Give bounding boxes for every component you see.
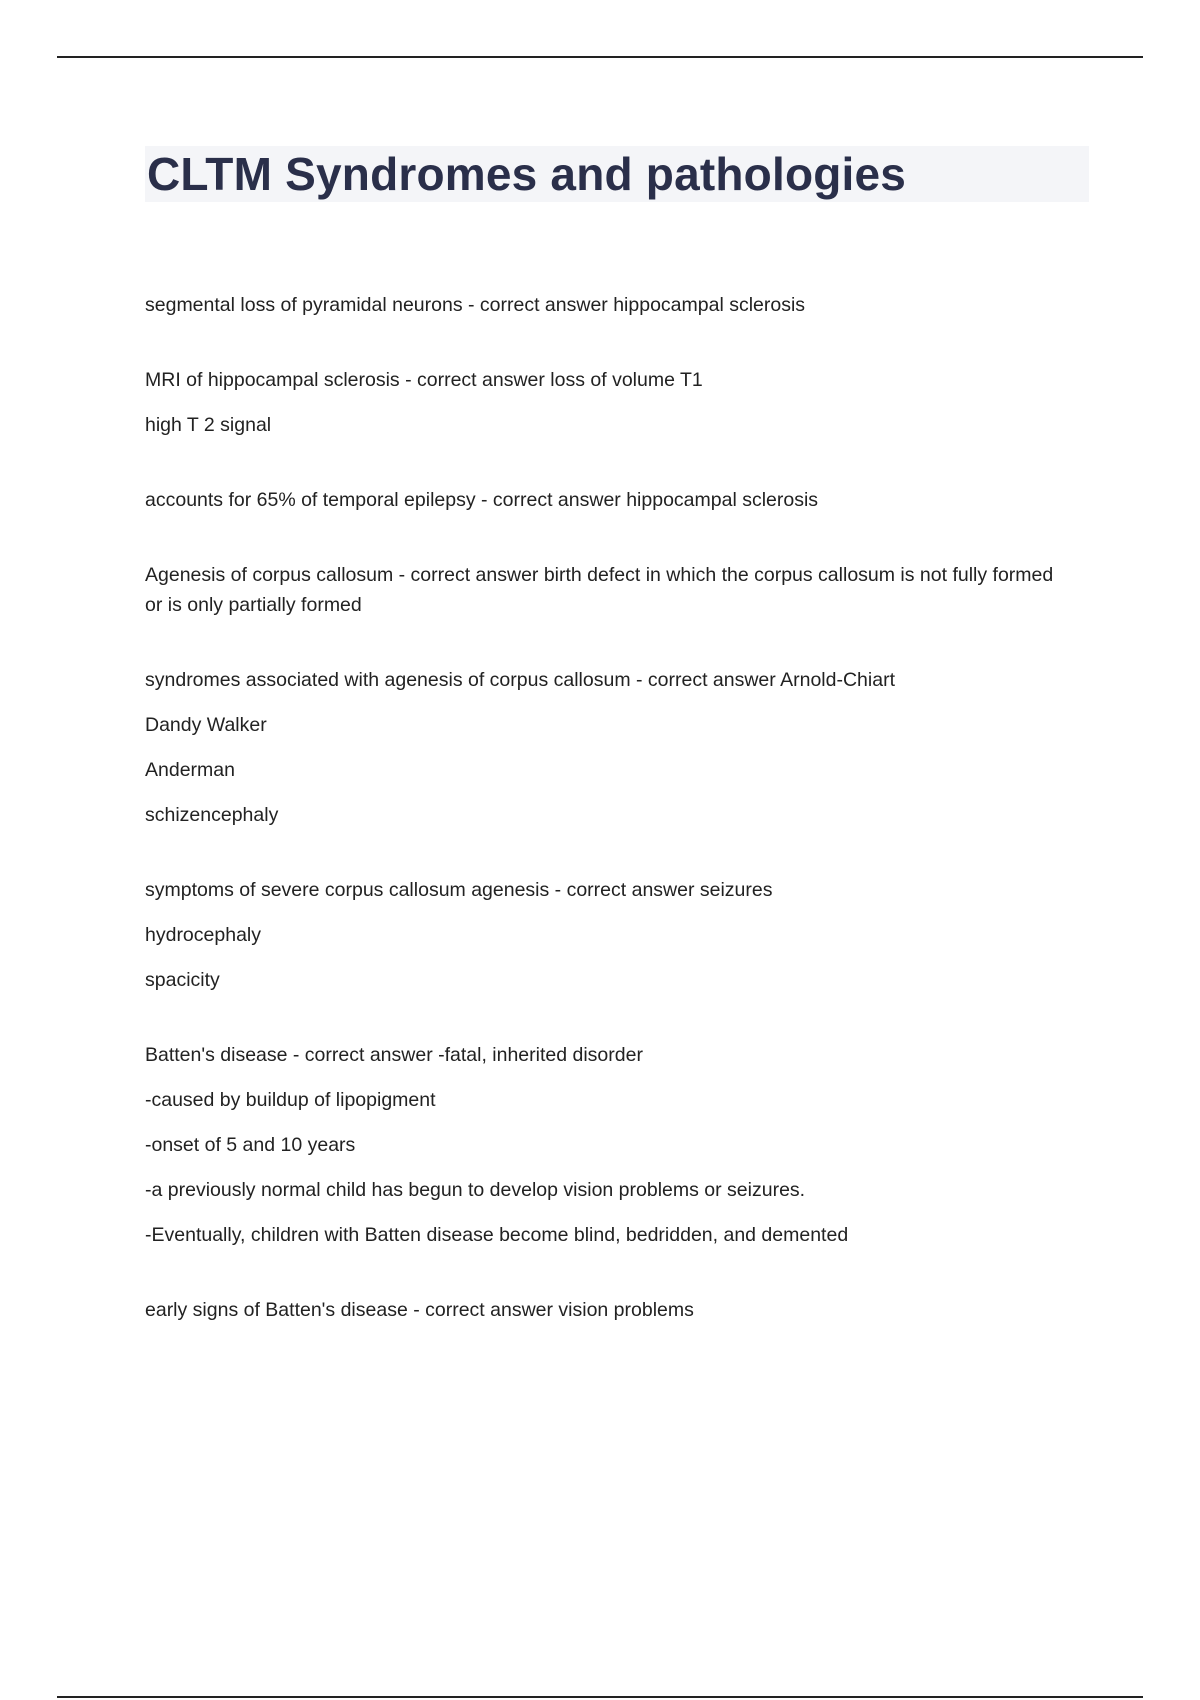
entry-line: schizencephaly bbox=[145, 804, 279, 826]
qa-entry-4 bbox=[145, 560, 1065, 620]
entry-line: symptoms of severe corpus callosum agenesis - correct answer seizures bbox=[145, 879, 773, 901]
entry-line: accounts for 65% of temporal epilepsy - correct answer hippocampal sclerosis bbox=[145, 489, 819, 511]
qa-entry-8 bbox=[145, 1295, 1065, 1325]
entry-line: -onset of 5 and 10 years bbox=[145, 1134, 356, 1156]
qa-entry-6 bbox=[145, 875, 1065, 995]
qa-entry-1 bbox=[145, 290, 1065, 320]
document-body bbox=[145, 290, 1065, 1370]
entry-line: -caused by buildup of lipopigment bbox=[145, 1089, 436, 1111]
qa-entry-5 bbox=[145, 665, 1065, 830]
qa-entry-2 bbox=[145, 365, 1065, 440]
document-title: CLTM Syndromes and pathologies bbox=[147, 148, 907, 200]
entry-line: -a previously normal child has begun to develop vision problems or seizures. bbox=[145, 1179, 806, 1201]
entry-line: Anderman bbox=[145, 759, 235, 781]
title-banner bbox=[145, 146, 1089, 202]
qa-entry-3 bbox=[145, 485, 1065, 515]
entry-line: spacicity bbox=[145, 969, 220, 991]
bottom-rule bbox=[57, 1696, 1143, 1698]
entry-line: Dandy Walker bbox=[145, 714, 267, 736]
entry-line: Agenesis of corpus callosum - correct answer birth defect in which the corpus callosum is not fully formed or is only partially formed bbox=[145, 564, 1054, 616]
entry-line: high T 2 signal bbox=[145, 414, 272, 436]
entry-line: -Eventually, children with Batten disease become blind, bedridden, and demented bbox=[145, 1224, 849, 1246]
entry-line: Batten's disease - correct answer -fatal, inherited disorder bbox=[145, 1044, 643, 1066]
entry-line: MRI of hippocampal sclerosis - correct answer loss of volume T1 bbox=[145, 369, 703, 391]
entry-line: syndromes associated with agenesis of corpus callosum - correct answer Arnold-Chiart bbox=[145, 669, 895, 691]
top-rule bbox=[57, 56, 1143, 58]
qa-entry-7 bbox=[145, 1040, 1065, 1250]
entry-line: early signs of Batten's disease - correct answer vision problems bbox=[145, 1299, 694, 1321]
entry-line: segmental loss of pyramidal neurons - correct answer hippocampal sclerosis bbox=[145, 294, 806, 316]
entry-line: hydrocephaly bbox=[145, 924, 261, 946]
